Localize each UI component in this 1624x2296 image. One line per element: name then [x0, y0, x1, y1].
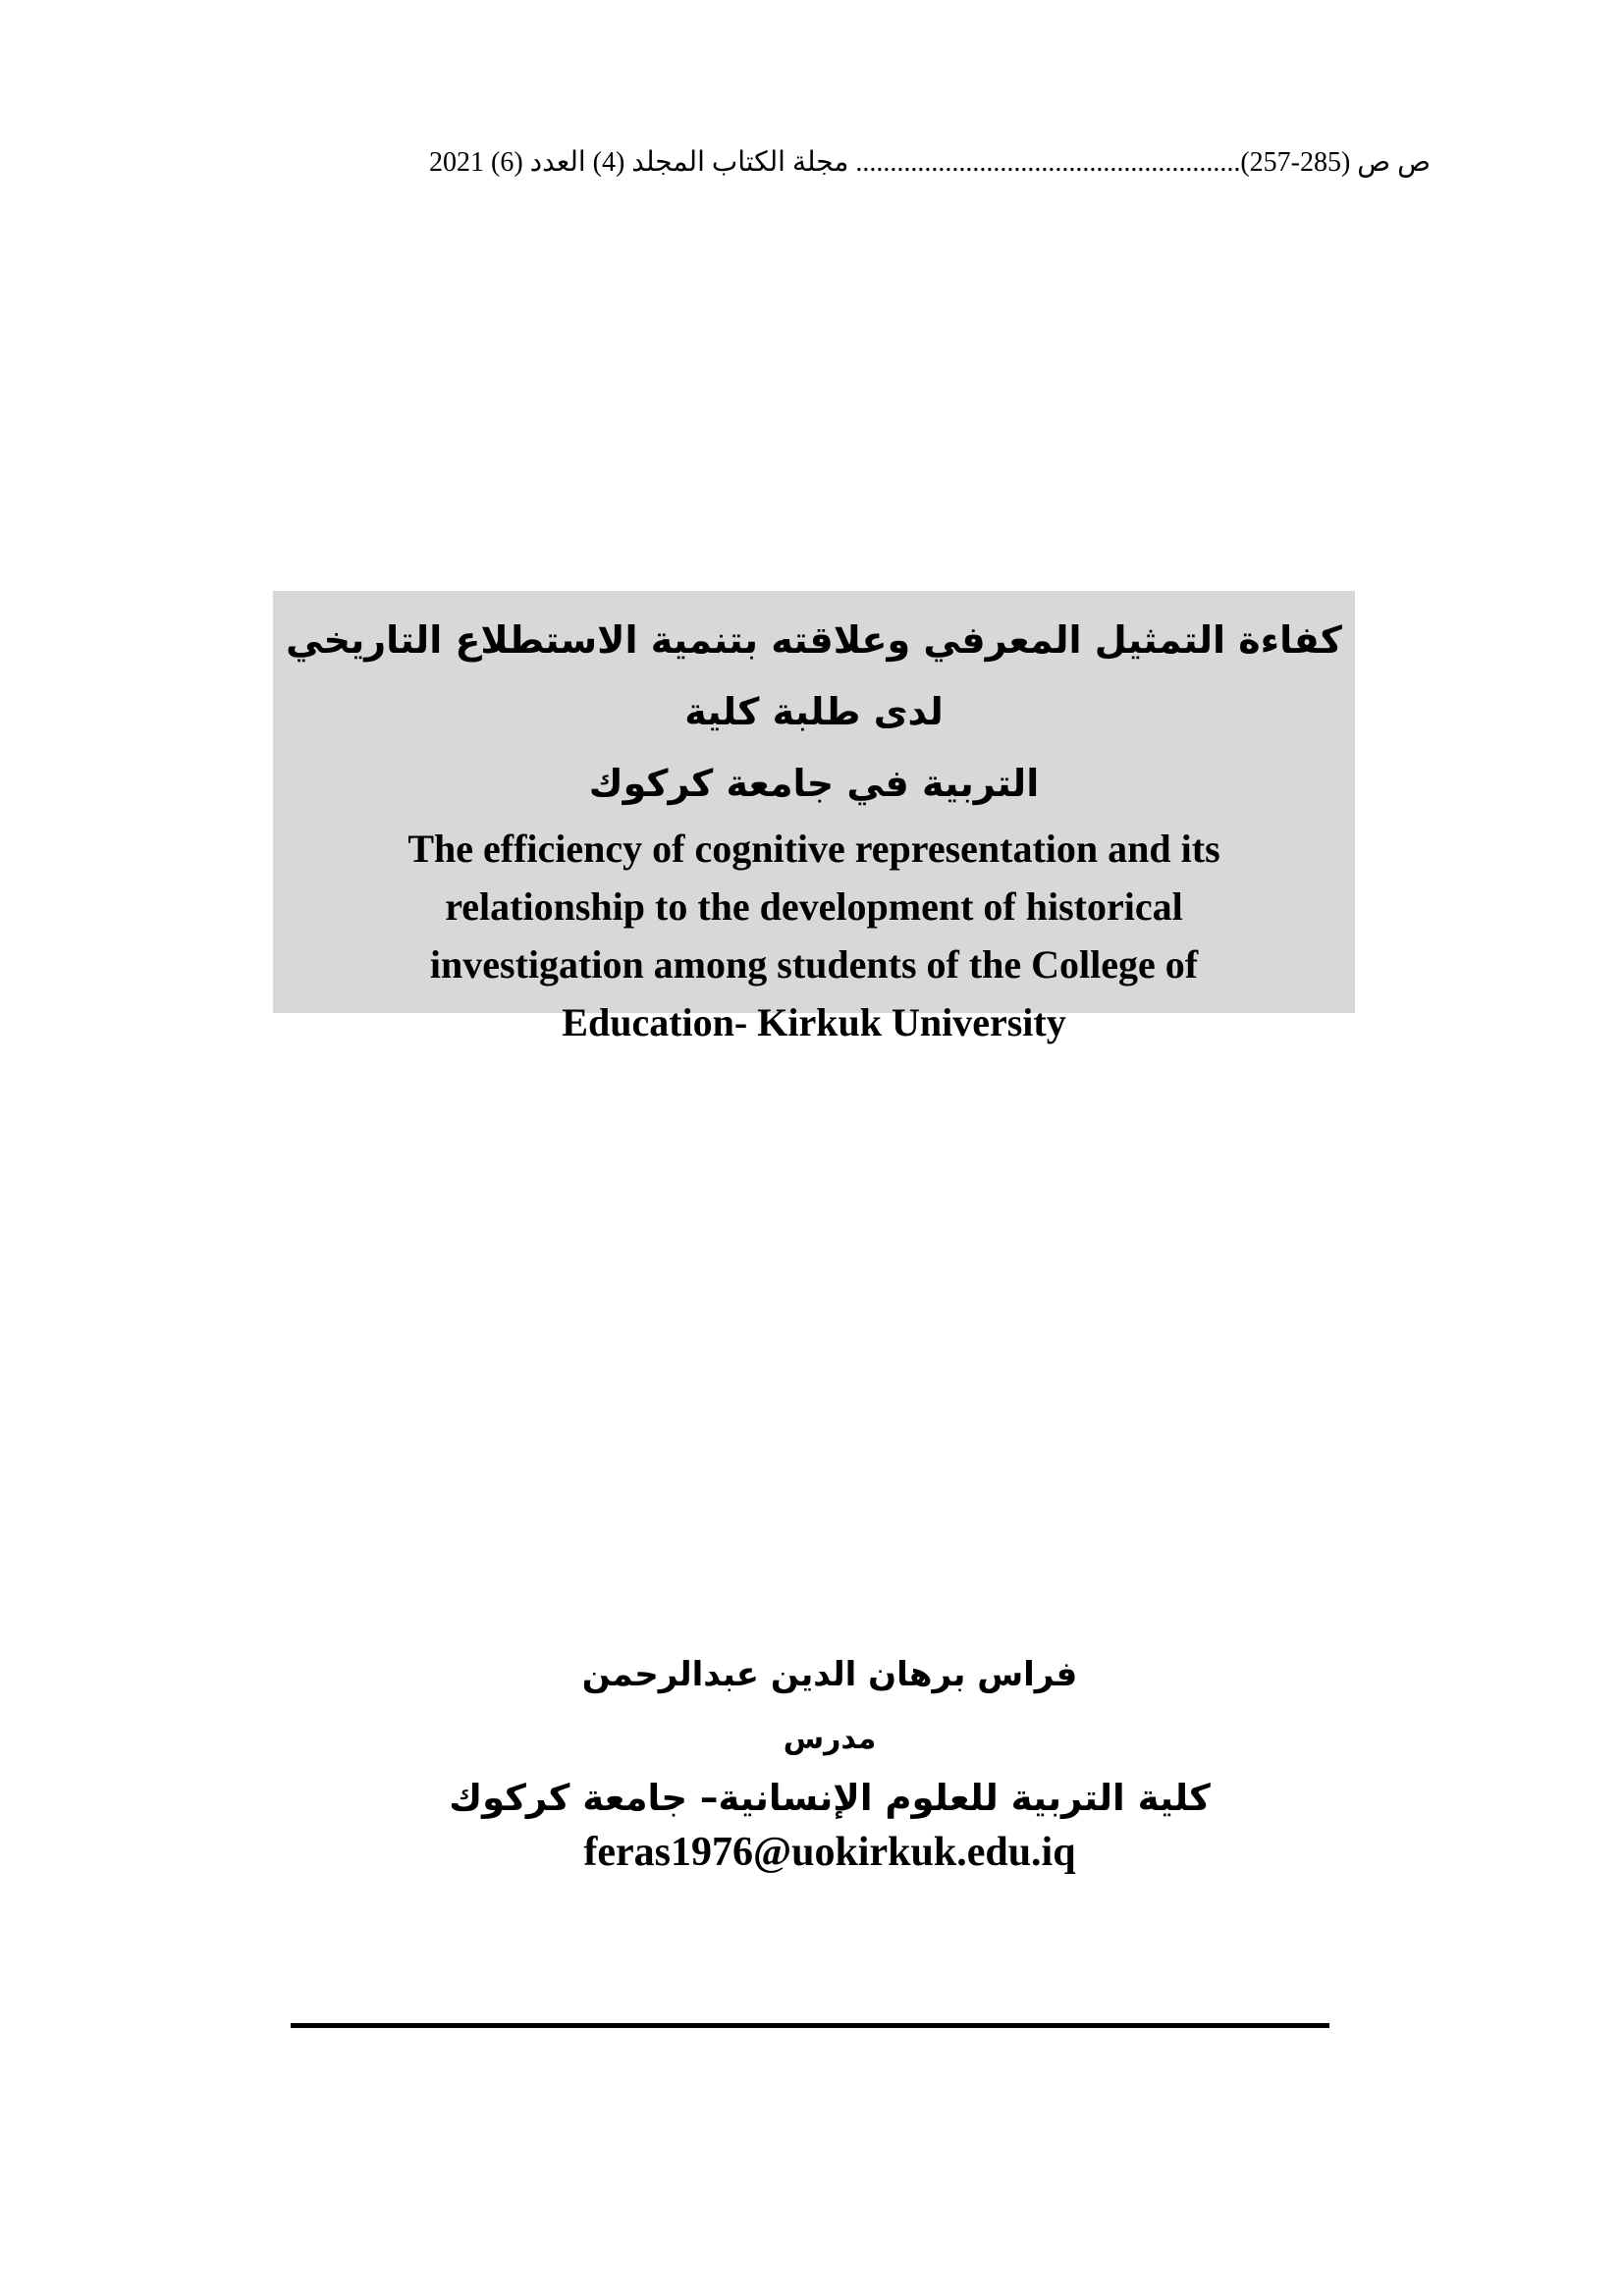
english-title [273, 820, 1355, 1051]
arabic-title-line-1: كفاءة التمثيل المعرفي وعلاقته بتنمية الاستطلاع التاريخي لدى طلبة كلية [286, 618, 1342, 733]
author-role: مدرس [783, 1722, 877, 1756]
english-title-line-2: relationship to the development of historical [445, 884, 1183, 929]
title-box [273, 591, 1355, 1044]
author-email: feras1976@uokirkuk.edu.iq [583, 1830, 1076, 1875]
author-name: فراس برهان الدين عبدالرحمن [581, 1655, 1078, 1694]
english-title-line-1: The efficiency of cognitive representation and its [407, 827, 1220, 871]
english-title-line-4: Education- Kirkuk University [562, 1000, 1066, 1044]
english-title-line-3: investigation among students of the College of [429, 942, 1199, 987]
arabic-title-line-2: التربية في جامعة كركوك [588, 762, 1040, 805]
journal-header: ص ص (285-257)........................................................ مجلة الكتاب المجلد (4) العدد (6) 2021 [429, 147, 1431, 178]
footnote-divider [291, 2022, 1329, 2028]
arabic-title [273, 605, 1355, 820]
author-affiliation: كلية التربية للعلوم الإنسانية– جامعة كركوك [449, 1777, 1211, 1819]
